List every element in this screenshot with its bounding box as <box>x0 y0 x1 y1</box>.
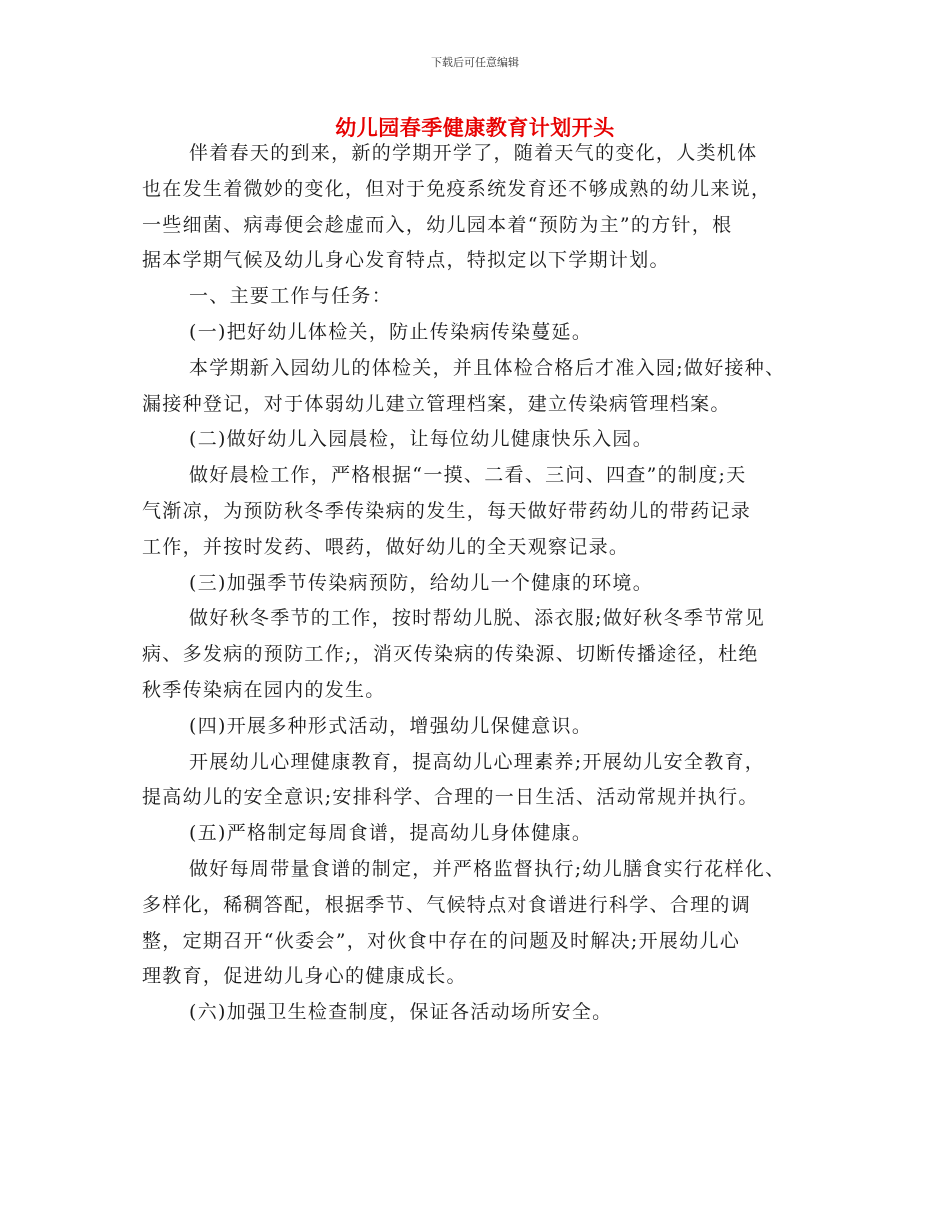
text-line: 气渐凉，为预防秋冬季传染病的发生，每天做好带药幼儿的带药记录 <box>142 499 752 522</box>
text-line: 多样化，稀稠答配，根据季节、气候特点对食谱进行科学、合理的调 <box>142 893 752 916</box>
text-line: 秋季传染病在园内的发生。 <box>142 678 386 701</box>
text-line: (一)把好幼儿体检关，防止传染病传染蔓延。 <box>189 320 593 343</box>
text-line: 一、主要工作与任务： <box>189 285 393 308</box>
text-line: 做好秋冬季节的工作，按时帮幼儿脱、添衣服;做好秋冬季节常见 <box>189 607 766 630</box>
document-title: 幼儿园春季健康教育计划开头 <box>335 115 615 140</box>
text-line: (六)加强卫生检查制度，保证各活动场所安全。 <box>189 1001 613 1024</box>
text-line: 开展幼儿心理健康教育，提高幼儿心理素养;开展幼儿安全教育， <box>189 750 766 773</box>
text-line: 本学期新入园幼儿的体检关，并且体检合格后才准入园;做好接种、 <box>189 356 786 379</box>
text-line: 工作，并按时发药、喂药，做好幼儿的全天观察记录。 <box>142 535 630 558</box>
text-line: (三)加强季节传染病预防，给幼儿一个健康的环境。 <box>189 571 654 594</box>
text-line: 也在发生着微妙的变化，但对于免疫系统发育还不够成熟的幼儿来说， <box>142 177 772 200</box>
text-line: 病、多发病的预防工作;，消灭传染病的传染源、切断传播途径，杜绝 <box>142 643 759 666</box>
text-line: 伴着春天的到来，新的学期开学了，随着天气的变化，人类机体 <box>189 142 758 164</box>
document-body <box>142 136 832 1031</box>
text-line: 理教育，促进幼儿身心的健康成长。 <box>142 965 467 988</box>
text-line: 提高幼儿的安全意识;安排科学、合理的一日生活、活动常规并执行。 <box>142 786 759 809</box>
text-line: (五)严格制定每周食谱，提高幼儿身体健康。 <box>189 822 593 845</box>
page-header-note: 下载后可任意编辑 <box>431 56 519 69</box>
text-line: 做好每周带量食谱的制定，并严格监督执行;幼儿膳食实行花样化、 <box>189 857 786 880</box>
text-line: (四)开展多种形式活动，增强幼儿保健意识。 <box>189 714 593 737</box>
text-line: (二)做好幼儿入园晨检，让每位幼儿健康快乐入园。 <box>189 428 654 451</box>
text-line: 整，定期召开“伙委会”，对伙食中存在的问题及时解决;开展幼儿心 <box>142 929 741 952</box>
text-line: 做好晨检工作，严格根据“一摸、二看、三问、四查”的制度;天 <box>189 464 747 487</box>
text-line: 据本学期气候及幼儿身心发育特点，特拟定以下学期计划。 <box>142 249 670 272</box>
text-line: 漏接种登记，对于体弱幼儿建立管理档案，建立传染病管理档案。 <box>142 392 731 415</box>
text-line: 一些细菌、病毒便会趁虚而入，幼儿园本着“预防为主”的方针，根 <box>142 213 733 236</box>
